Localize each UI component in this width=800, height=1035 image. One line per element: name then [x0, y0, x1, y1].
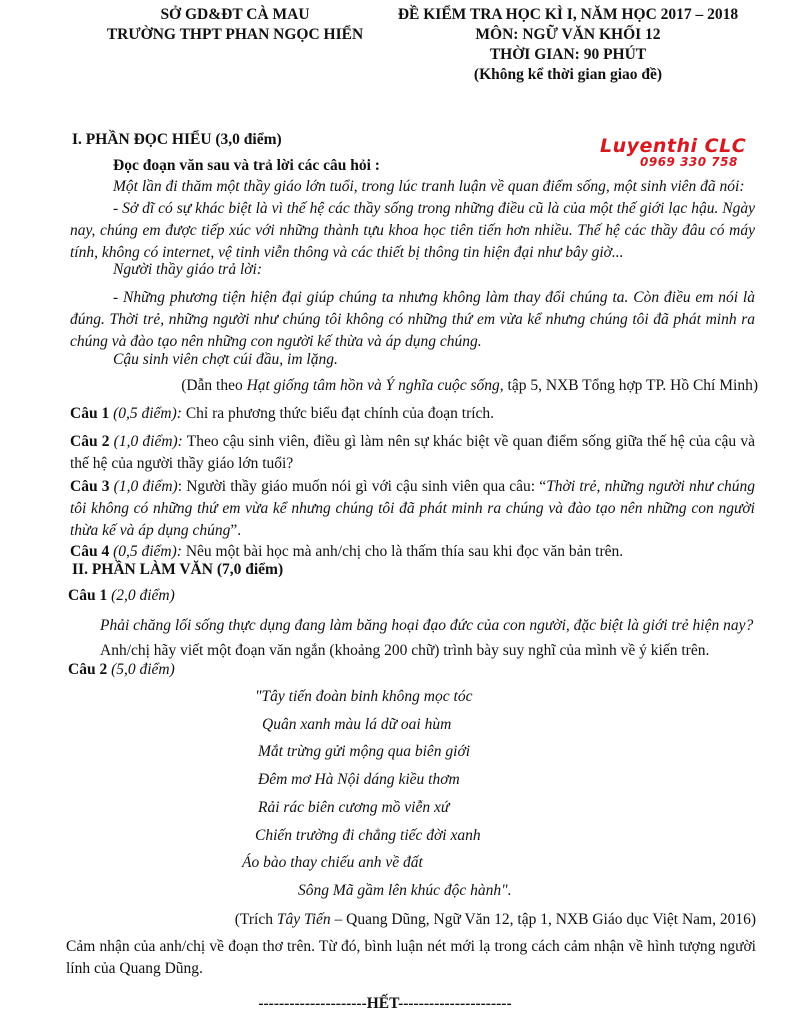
poem-line: "Tây tiến đoàn binh không mọc tóc	[255, 688, 473, 705]
exam-duration: THỜI GIAN: 90 PHÚT	[489, 46, 647, 63]
exam-note: (Không kể thời gian giao đề)	[473, 66, 663, 83]
poem-source: (Trích Tây Tiến – Quang Dũng, Ngữ Văn 12, tập 1, NXB Giáo dục Việt Nam, 2016)	[234, 911, 756, 928]
essay-question-2-task: Cảm nhận của anh/chị về đoạn thơ trên. Từ đó, bình luận nét mới lạ trong cách cảm nhận về hình tượng người lính của Quang Dũng.	[66, 938, 756, 977]
passage-intro: Một lần đi thăm một thầy giáo lớn tuổi, trong lúc tranh luận về quan điểm sống, một sinh viên đã nói:	[113, 178, 745, 195]
poem-line: Sông Mã gầm lên khúc độc hành".	[298, 882, 512, 899]
passage-teacher-speech: - Những phương tiện hiện đại giúp chúng ta nhưng không làm thay đổi chúng ta. Còn điều em nói là đúng. Thời trẻ, những người như chúng tôi không có những thứ em vừa kể nhưng chúng tôi đã phát minh ra chúng và đào tạo nên những con người kế thừa và áp dụng chúng.	[70, 289, 755, 350]
poem-line: Áo bào thay chiếu anh về đất	[242, 854, 423, 871]
exam-subject: MÔN: NGỮ VĂN KHỐI 12	[475, 26, 661, 43]
passage-teacher-intro: Người thầy giáo trả lời:	[113, 261, 262, 278]
school-name: TRƯỜNG THPT PHAN NGỌC HIỂN	[106, 26, 364, 43]
end-marker: ---------------------HẾT----------------------	[258, 995, 512, 1012]
passage-source: (Dẫn theo Hạt giống tâm hồn và Ý nghĩa cuộc sống, tập 5, NXB Tổng hợp TP. Hồ Chí Minh)	[181, 377, 758, 394]
department-name: SỞ GD&ĐT CÀ MAU	[160, 6, 310, 23]
essay-question-1-quote: Phải chăng lối sống thực dụng đang làm băng hoại đạo đức của con người, đặc biệt là giới trẻ hiện nay?	[100, 617, 754, 634]
question-3: Câu 3 (1,0 điểm): Người thầy giáo muốn nói gì với cậu sinh viên qua câu: “Thời trẻ, những người như chúng tôi không có những thứ em vừa kể nhưng chúng tôi đã phát minh ra chúng và đào tạo nên những con người thừa kế và áp dụng chúng”.	[70, 478, 755, 539]
poem-line: Chiến trường đi chẳng tiếc đời xanh	[255, 827, 481, 844]
part2-title: II. PHẦN LÀM VĂN (7,0 điểm)	[72, 561, 284, 578]
part1-title: I. PHẦN ĐỌC HIỂU (3,0 điểm)	[72, 131, 282, 148]
question-1: Câu 1 (0,5 điểm): Chỉ ra phương thức biểu đạt chính của đoạn trích.	[70, 405, 495, 422]
question-4: Câu 4 (0,5 điểm): Nêu một bài học mà anh/chị cho là thấm thía sau khi đọc văn bản trên.	[70, 543, 624, 560]
essay-question-1-task: Anh/chị hãy viết một đoạn văn ngắn (khoảng 200 chữ) trình bày suy nghĩ của mình về ý kiến trên.	[100, 642, 710, 659]
poem-line: Rải rác biên cương mồ viễn xứ	[258, 799, 450, 816]
watermark-phone: 0969 330 758	[640, 155, 738, 169]
passage-ending: Cậu sinh viên chợt cúi đầu, im lặng.	[113, 351, 338, 368]
question-2: Câu 2 (1,0 điểm): Theo cậu sinh viên, điều gì làm nên sự khác biệt về quan điểm sống giữa thế hệ của cậu và thế hệ của người thầy giáo lớn tuổi?	[70, 433, 755, 472]
watermark-logo	[600, 136, 746, 169]
essay-question-1-heading: Câu 1 (2,0 điểm)	[68, 587, 175, 604]
essay-question-2-heading: Câu 2 (5,0 điểm)	[68, 661, 175, 678]
part1-instruction: Đọc đoạn văn sau và trả lời các câu hỏi :	[113, 157, 380, 174]
passage-student-speech: - Sở dĩ có sự khác biệt là vì thế hệ các thầy sống trong những điều cũ là của một thế giới lạc hậu. Ngày nay, chúng em được tiếp xúc với những thành tựu khoa học tiên tiến hơn nhiều. Thế hệ các thầy đâu có máy tính, không có internet, vệ tinh viễn thông và các thiết bị thông tin hiện đại như bây giờ...	[70, 200, 755, 261]
exam-title: ĐỀ KIỂM TRA HỌC KÌ I, NĂM HỌC 2017 – 2018	[397, 6, 739, 23]
poem-line: Mắt trừng gửi mộng qua biên giới	[258, 743, 471, 760]
poem-line: Đêm mơ Hà Nội dáng kiều thơm	[258, 771, 460, 788]
poem-line: Quân xanh màu lá dữ oai hùm	[262, 716, 452, 733]
watermark-name: Luyenthi CLC	[600, 135, 747, 157]
